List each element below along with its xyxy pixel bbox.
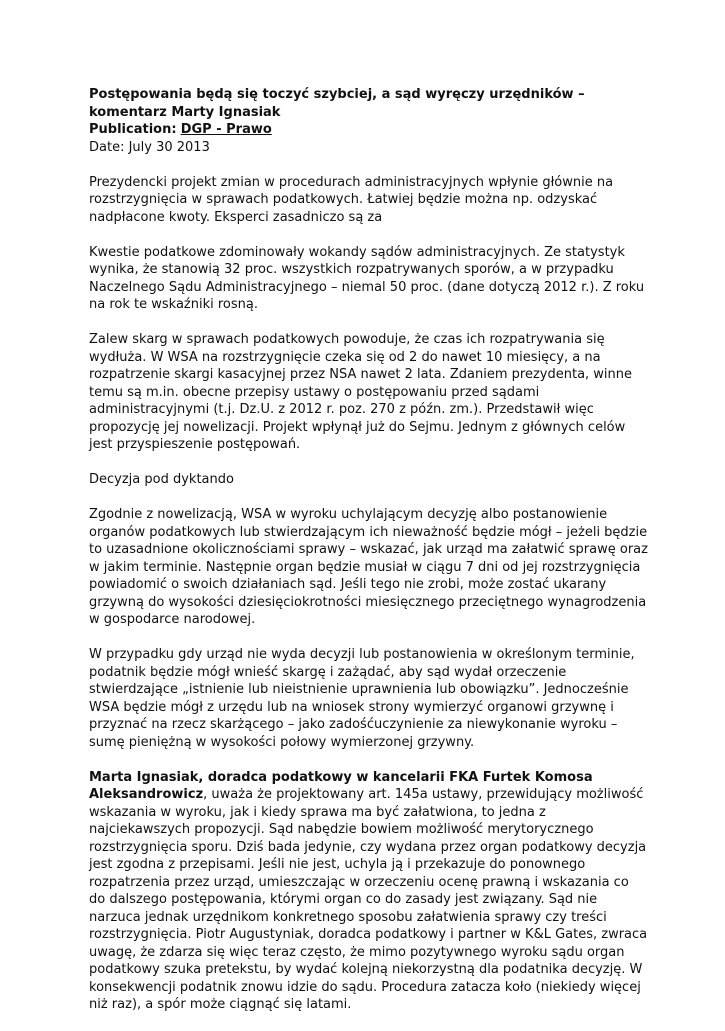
article-title: Postępowania będą się toczyć szybciej, a sąd wyręczy urzędników – komentarz Marty Ignasiak <box>89 87 585 120</box>
document-page <box>89 86 649 1031</box>
lead-paragraph: Prezydencki projekt zmian w procedurach administracyjnych wpłynie głównie na rozstrzygnięcia w sprawach podatkowych. Łatwiej będzie można np. odzyskać nadpłacone kwoty. Eksperci zasadniczo są za <box>89 174 614 225</box>
publication-link[interactable]: DGP - Prawo <box>180 122 272 137</box>
expert-comment-text: , uważa że projektowany art. 145a ustawy, przewidujący możliwość wskazania w wyroku, jak i kiedy sprawa ma być załatwiona, to jedna z najciekawszych propozycji. Sąd nabędzie bowiem możliwość merytorycznego rozstrzygnięcia sporu. Dziś bada jedynie, czy wydana przez organ podatkowy decyzja jest zgodna z przepisami. Jeśli nie jest, uchyla ją i przekazuje do ponownego rozpatrzenia przez urząd, umieszczając w orzeczeniu ocenę prawną i wskazania co do dalszego postępowania, którymi organ co do zasady jest związany. Sąd nie narzuca jednak urzędnikom konkretnego sposobu załatwienia sprawy czy treści rozstrzygnięcia. Piotr Augustyniak, doradca podatkowy i partner w K&L Gates, zwraca uwagę, że zdarza się więc teraz często, że mimo pozytywnego wyroku sądu organ podatkowy szuka pretekstu, by wydać kolejną niekorzystną dla podatnika decyzję. W konsekwencji podatnik znowu idzie do sądu. Procedura zatacza koło (niekiedy więcej niż raz), a spór może ciągnąć się latami. <box>89 787 648 1012</box>
publication-label: Publication: <box>89 122 177 137</box>
section-heading: Decyzja pod dyktando <box>89 472 234 487</box>
body-paragraph: Zgodnie z nowelizacją, WSA w wyroku uchylającym decyzję albo postanowienie organów podatkowych lub stwierdzającym ich nieważność będzie mógł – jeżeli będzie to uzasadnione okolicznościami sprawy – wskazać, jak urząd ma załatwić sprawę oraz w jakim terminie. Następnie organ będzie musiał w ciągu 7 dni od jej rozstrzygnięcia powiadomić o swoich działaniach sąd. Jeśli tego nie zrobi, może zostać ukarany grzywną do wysokości dziesięciokrotności miesięcznego przeciętnego wynagrodzenia w gospodarce narodowej. <box>89 507 648 627</box>
body-paragraph: Zalew skarg w sprawach podatkowych powoduje, że czas ich rozpatrywania się wydłuża. W WSA na rozstrzygnięcie czeka się od 2 do nawet 10 miesięcy, a na rozpatrzenie skargi kasacyjnej przez NSA nawet 2 lata. Zdaniem prezydenta, winne temu są m.in. obecne przepisy ustawy o postępowaniu przed sądami administracyjnymi (t.j. Dz.U. z 2012 r. poz. 270 z późn. zm.). Przedstawił więc propozycję jej nowelizacji. Projekt wpłynął już do Sejmu. Jednym z głównych celów jest przyspieszenie postępowań. <box>89 332 633 452</box>
body-paragraph: W przypadku gdy urząd nie wyda decyzji lub postanowienia w określonym terminie, podatnik będzie mógł wnieść skargę i zażądać, aby sąd wydał orzeczenie stwierdzające „istnienie lub nieistnienie uprawnienia lub obowiązku”. Jednocześnie WSA będzie mógł z urzędu lub na wniosek strony wymierzyć organowi grzywnę i przyznać na rzecz skarżącego – jako zadośćuczynienie za niewykonanie wyroku – sumę pieniężną w wysokości połowy wymierzonej grzywny. <box>89 647 635 750</box>
publication-date: Date: July 30 2013 <box>89 139 210 155</box>
expert-name: Marta Ignasiak, doradca podatkowy w kancelarii FKA Furtek Komosa Aleksandrowicz <box>89 769 593 802</box>
body-paragraph: Kwestie podatkowe zdominowały wokandy sądów administracyjnych. Ze statystyk wynika, że stanowią 32 proc. wszystkich rozpatrywanych sporów, a w przypadku Naczelnego Sądu Administracyjnego – niemal 50 proc. (dane dotyczą 2012 r.). Z roku na rok te wskaźniki rosną. <box>89 244 645 312</box>
publication-line <box>89 121 649 139</box>
expert-comment-paragraph <box>89 769 649 1014</box>
